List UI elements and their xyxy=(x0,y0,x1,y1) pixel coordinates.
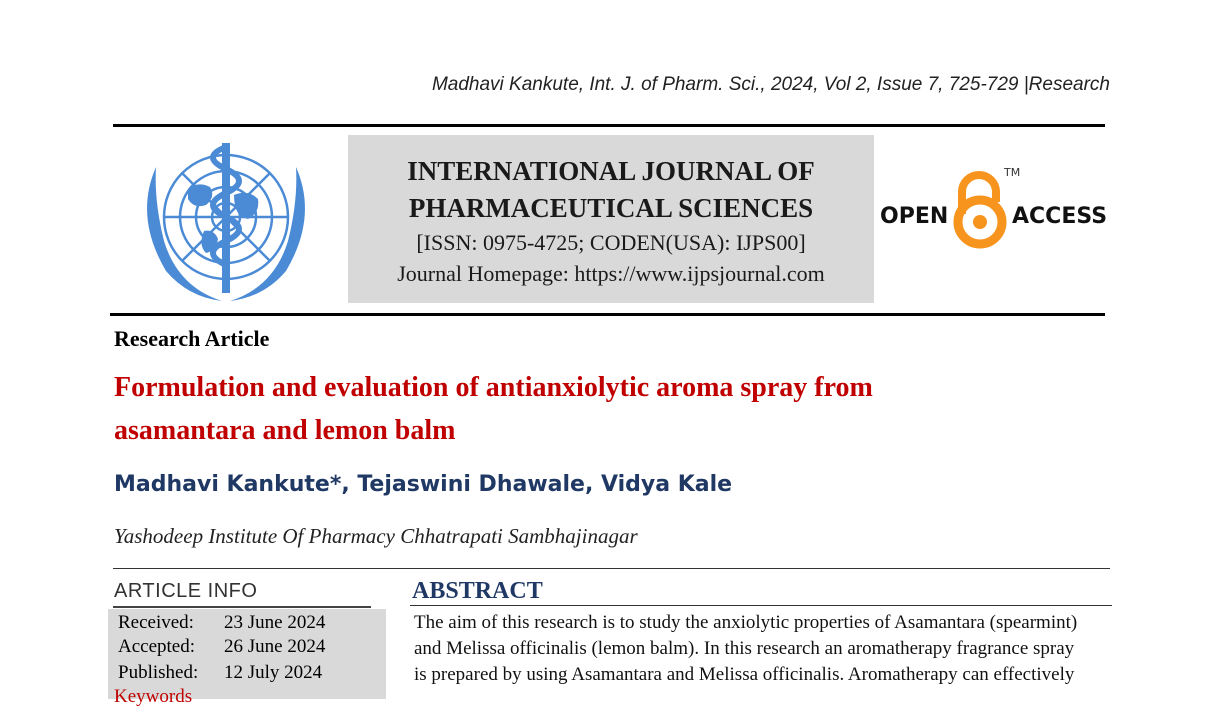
header-rule-bottom xyxy=(110,313,1105,316)
article-info-rule xyxy=(113,606,371,608)
abstract-line: and Melissa officinalis (lemon balm). In this research an aromatherapy fragrance spray xyxy=(414,638,1075,659)
journal-masthead xyxy=(348,135,874,303)
open-access-right-text: ACCESS xyxy=(1012,204,1108,229)
open-access-tm: TM xyxy=(1004,166,1021,179)
published-label: Published: xyxy=(118,662,199,683)
journal-issn: [ISSN: 0975-4725; CODEN(USA): IJPS00] xyxy=(416,230,806,255)
journal-emblem-logo xyxy=(126,137,326,307)
received-label: Received: xyxy=(118,612,194,633)
abstract-line: The aim of this research is to study the anxiolytic properties of Asamantara (spearmint) xyxy=(414,612,1078,633)
journal-name xyxy=(348,153,874,227)
published-row xyxy=(118,662,322,684)
article-title-line1: Formulation and evaluation of antianxiolytic aroma spray from xyxy=(114,372,873,403)
article-affiliation: Yashodeep Institute Of Pharmacy Chhatrapati Sambhajinagar xyxy=(114,524,638,548)
open-access-left-text: OPEN xyxy=(880,204,949,229)
journal-homepage: Journal Homepage: https://www.ijpsjournal.com xyxy=(397,261,825,286)
accepted-row xyxy=(118,636,325,658)
open-access-lock-icon xyxy=(880,166,1108,254)
abstract-line: is prepared by using Asamantara and Melissa officinalis. Aromatherapy can effectively xyxy=(414,664,1075,685)
received-date: 23 June 2024 xyxy=(224,612,326,633)
abstract-heading: ABSTRACT xyxy=(412,578,543,604)
article-title xyxy=(114,366,1074,452)
keywords-label: Keywords xyxy=(114,686,193,707)
abstract-rule xyxy=(410,605,1112,606)
article-type: Research Article xyxy=(114,326,270,351)
section-divider xyxy=(113,568,1110,569)
abstract-body xyxy=(414,610,1112,688)
accepted-date: 26 June 2024 xyxy=(224,636,326,657)
article-title-line2: asamantara and lemon balm xyxy=(114,415,456,446)
received-row xyxy=(118,612,325,634)
article-authors: Madhavi Kankute*, Tejaswini Dhawale, Vidya Kale xyxy=(114,472,733,497)
article-info-heading: ARTICLE INFO xyxy=(114,580,258,602)
header-rule-top xyxy=(113,124,1105,127)
published-date: 12 July 2024 xyxy=(224,662,323,683)
accepted-label: Accepted: xyxy=(118,636,196,657)
running-header: Madhavi Kankute, Int. J. of Pharm. Sci., 2024, Vol 2, Issue 7, 725-729 |Research xyxy=(431,74,1110,95)
journal-name-line1: INTERNATIONAL JOURNAL OF xyxy=(407,156,815,186)
journal-name-line2: PHARMACEUTICAL SCIENCES xyxy=(408,193,814,223)
